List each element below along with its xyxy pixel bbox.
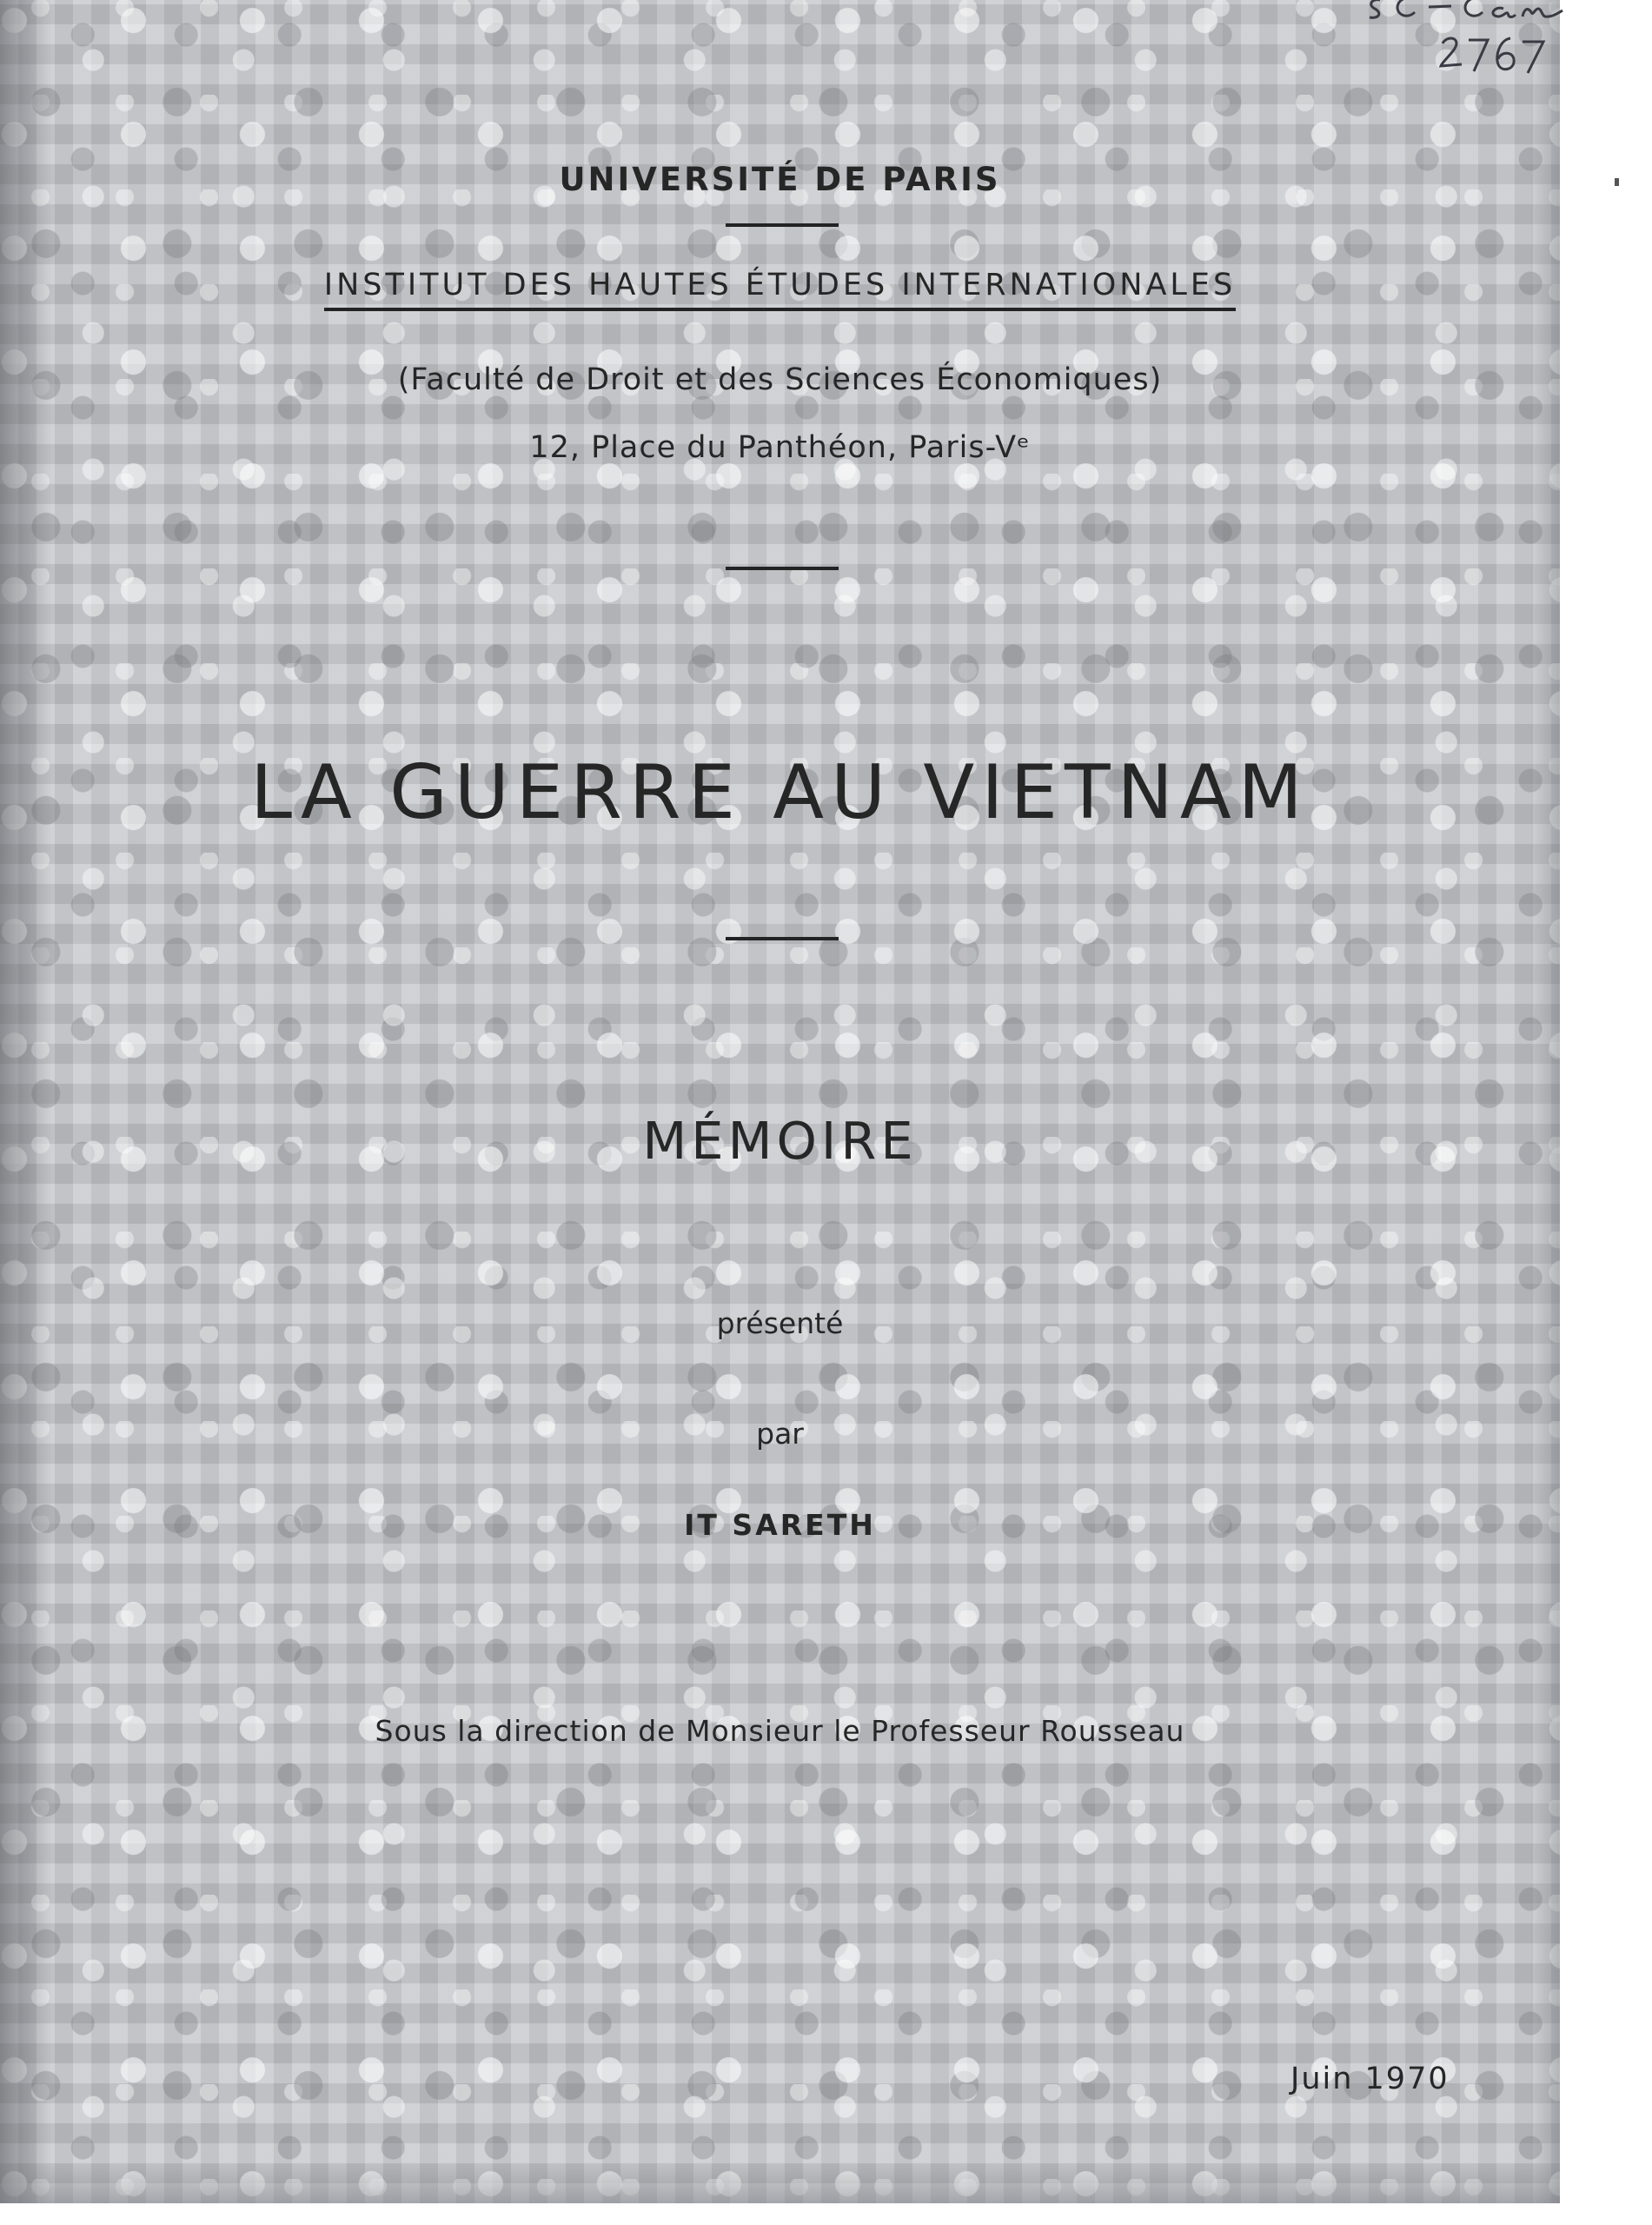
stray-mark <box>1615 178 1619 186</box>
divider-rule <box>726 223 839 227</box>
presented-label: présenté <box>716 1306 844 1340</box>
institute-name: INSTITUT DES HAUTES ÉTUDES INTERNATIONALES <box>324 268 1237 311</box>
publication-date: Juin 1970 <box>1290 2062 1450 2096</box>
right-edge-shadow <box>1529 0 1560 2203</box>
faculty-name: (Faculté de Droit et des Sciences Économiques) <box>397 362 1163 397</box>
document-type: MÉMOIRE <box>642 1111 918 1171</box>
document-title: LA GUERRE AU VIETNAM <box>250 749 1310 836</box>
handwritten-call-number <box>1356 0 1642 89</box>
supervision-line: Sous la direction de Monsieur le Professeur Rousseau <box>375 1714 1185 1748</box>
bottom-edge-shadow <box>0 2164 1560 2203</box>
university-name: UNIVERSITÉ DE PARIS <box>559 161 1001 198</box>
institute-line <box>0 268 1560 311</box>
by-label: par <box>756 1417 804 1451</box>
institute-address: 12, Place du Panthéon, Paris-Vᵉ <box>529 430 1031 465</box>
divider-rule <box>726 937 839 940</box>
author-name: IT SARETH <box>684 1508 876 1542</box>
divider-rule <box>726 567 839 570</box>
binding-shadow <box>0 0 52 2203</box>
